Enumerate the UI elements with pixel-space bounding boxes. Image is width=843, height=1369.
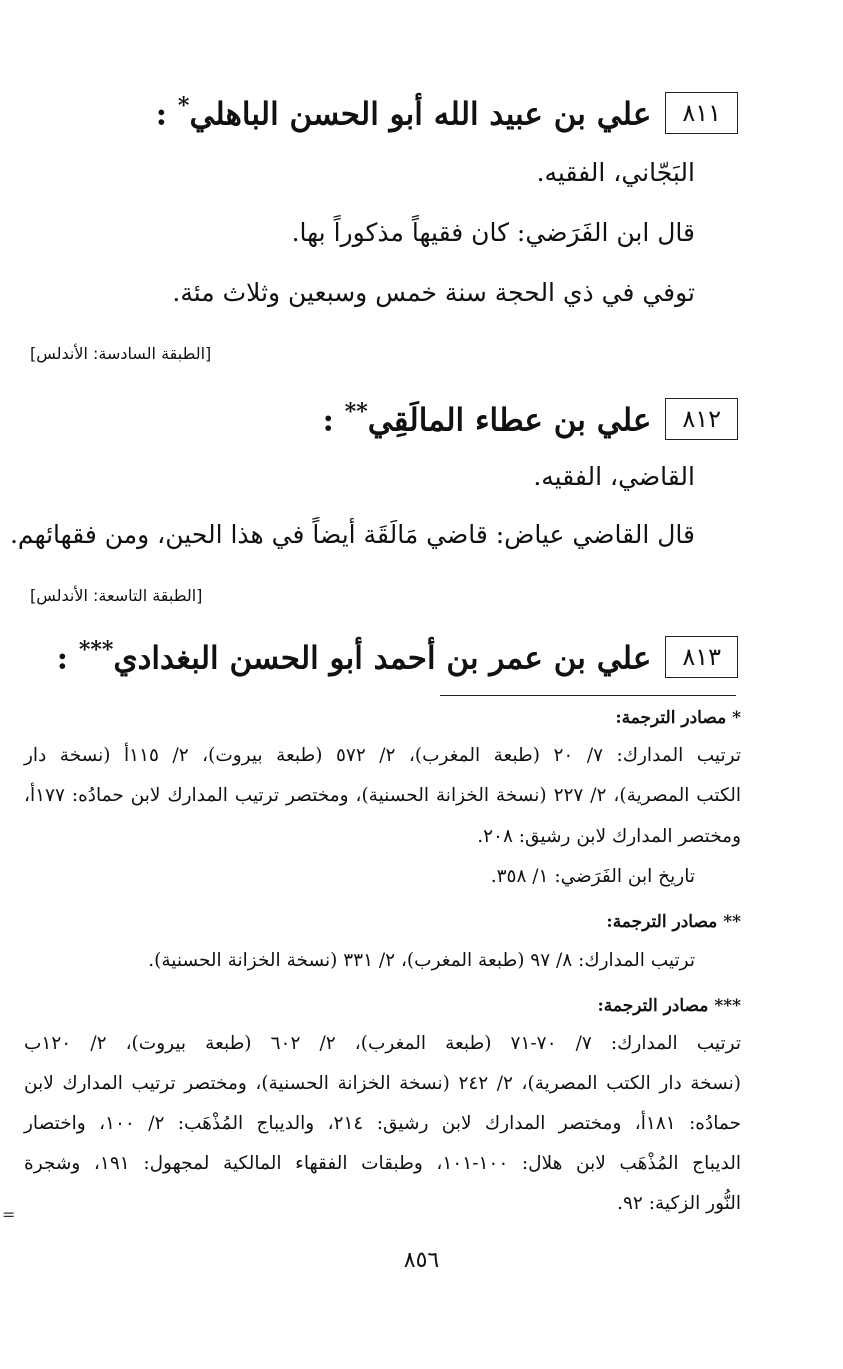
footnote-line: حمادُه: ١٨١أ، ومختصر المدارك لابن رشيق: ٢١٤، والديباج المُذْهَب: ٢/ ١٠٠، واختصار xyxy=(24,1113,741,1134)
footnote-line: ترتيب المدارك: ٧/ ٢٠ (طبعة المغرب)، ٢/ ٥٧٢ (طبعة بيروت)، ٢/ ١١٥أ (نسخة دار xyxy=(24,745,741,766)
entry-text-line: قال ابن الفَرَضي: كان فقيهاً مذكوراً بها. xyxy=(291,218,695,247)
entry-text-line: القاضي، الفقيه. xyxy=(533,462,695,491)
footnote-line: ومختصر المدارك لابن رشيق: ٢٠٨. xyxy=(477,826,741,847)
entry-number-box: ٨١٢ xyxy=(665,398,738,440)
footnote-line: الديباج المُذْهَب لابن هلال: ١٠٠-١٠١، وطبقات الفقهاء المالكية لمجهول: ١٩١، وشجرة xyxy=(24,1153,741,1174)
entry-name: علي بن عمر بن أحمد أبو الحسن البغدادي*** : xyxy=(56,637,652,677)
footnote-heading: *** مصادر الترجمة: xyxy=(597,996,741,1016)
entry-text-line: توفي في ذي الحجة سنة خمس وسبعين وثلاث مئة. xyxy=(172,278,695,307)
footnote-line: ترتيب المدارك: ٧/ ٧٠-٧١ (طبعة المغرب)، ٢/ ٦٠٢ (طبعة بيروت)، ٢/ ١٢٠ب xyxy=(24,1033,741,1054)
category-label: [الطبقة التاسعة: الأندلس] xyxy=(30,586,203,605)
entry-heading-813 xyxy=(57,636,738,678)
footnote-line: تاريخ ابن الفَرَضي: ١/ ٣٥٨. xyxy=(490,866,695,887)
entry-name: علي بن عبيد الله أبو الحسن الباهلي* : xyxy=(155,93,652,133)
entry-number-box: ٨١٣ xyxy=(665,636,738,678)
footnote-heading: ** مصادر الترجمة: xyxy=(606,912,741,932)
entry-heading-812 xyxy=(323,398,738,440)
footnote-marker: * xyxy=(177,93,190,120)
category-label: [الطبقة السادسة: الأندلس] xyxy=(30,344,212,363)
edge-mark: = xyxy=(2,1205,16,1224)
entry-text-line: البَجّاني، الفقيه. xyxy=(536,158,695,187)
entry-heading-811 xyxy=(156,92,738,134)
footnote-line: (نسخة دار الكتب المصرية)، ٢/ ٢٤٢ (نسخة الخزانة الحسنية)، ومختصر ترتيب المدارك لابن xyxy=(24,1073,741,1094)
entry-name: علي بن عطاء المالَقِي** : xyxy=(322,399,652,439)
footnote-separator xyxy=(440,695,736,696)
entry-number-box: ٨١١ xyxy=(665,92,738,134)
footnote-marker: *** xyxy=(78,637,114,664)
footnote-line: ترتيب المدارك: ٨/ ٩٧ (طبعة المغرب)، ٢/ ٣٣١ (نسخة الخزانة الحسنية). xyxy=(148,950,695,971)
page-number: ٨٥٦ xyxy=(403,1248,440,1273)
footnote-marker: ** xyxy=(344,399,368,426)
footnote-line: النُّور الزكية: ٩٢. xyxy=(617,1193,741,1214)
footnote-line: الكتب المصرية)، ٢/ ٢٢٧ (نسخة الخزانة الحسنية)، ومختصر ترتيب المدارك لابن حمادُه: ١٧٧أ، xyxy=(24,785,742,806)
footnote-heading: * مصادر الترجمة: xyxy=(615,708,741,728)
entry-text-line: قال القاضي عياض: قاضي مَالَقَة أيضاً في هذا الحين، ومن فقهائهم. xyxy=(9,520,695,549)
